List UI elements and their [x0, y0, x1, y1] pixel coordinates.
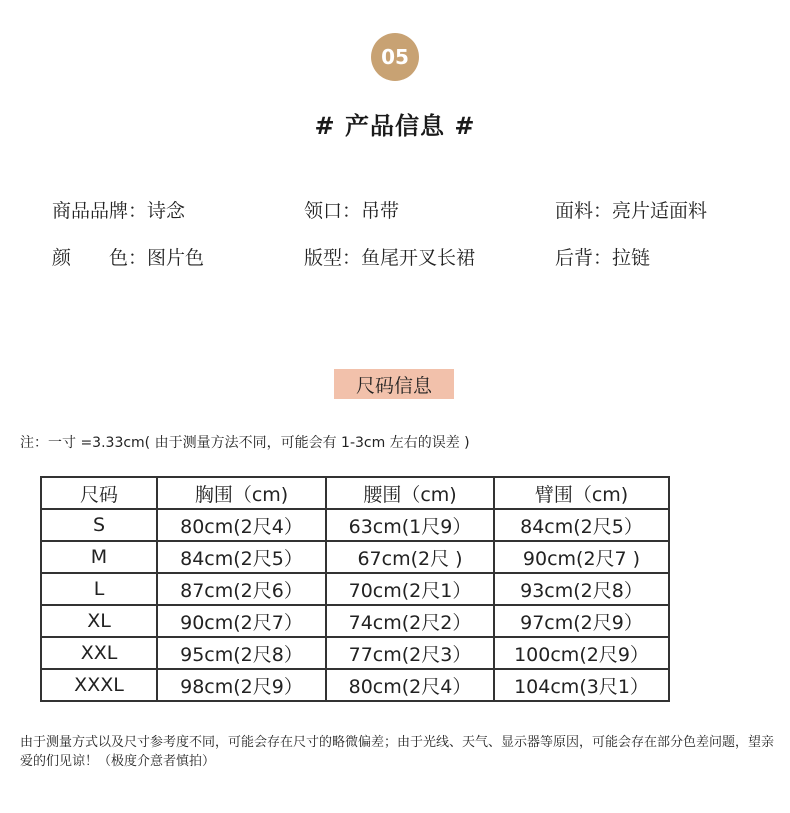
table-row [41, 573, 669, 605]
section-number-badge: 05 [371, 33, 419, 81]
header-bust: 胸围（cm) [157, 477, 326, 509]
cell-arm: 84cm(2尺5） [494, 509, 669, 541]
section-title: # 产品信息 # [314, 112, 476, 140]
table-row [41, 541, 669, 573]
cell-bust: 84cm(2尺5） [157, 541, 326, 573]
product-info-grid [52, 196, 772, 290]
cell-size: XXXL [41, 669, 157, 701]
measurement-note: 注：一寸 =3.33cm( 由于测量方法不同，可能会有 1-3cm 左右的误差 ) [20, 435, 470, 451]
cell-size: M [41, 541, 157, 573]
info-back: 后背：拉链 [555, 247, 651, 269]
table-row [41, 669, 669, 701]
size-info-title: 尺码信息 [334, 369, 454, 399]
cell-arm: 90cm(2尺7 ) [494, 541, 669, 573]
header-waist: 腰围（cm) [326, 477, 494, 509]
header-arm: 臂围（cm) [494, 477, 669, 509]
info-color: 颜 色：图片色 [52, 247, 205, 269]
cell-size: XL [41, 605, 157, 637]
cell-bust: 98cm(2尺9） [157, 669, 326, 701]
cell-arm: 93cm(2尺8） [494, 573, 669, 605]
info-fabric: 面料：亮片适面料 [555, 200, 708, 222]
cell-bust: 90cm(2尺7） [157, 605, 326, 637]
cell-bust: 87cm(2尺6） [157, 573, 326, 605]
size-table [40, 476, 670, 702]
info-style: 版型：鱼尾开叉长裙 [304, 247, 476, 269]
cell-waist: 67cm(2尺 ) [326, 541, 494, 573]
cell-waist: 80cm(2尺4） [326, 669, 494, 701]
cell-waist: 77cm(2尺3） [326, 637, 494, 669]
cell-arm: 104cm(3尺1） [494, 669, 669, 701]
table-row [41, 637, 669, 669]
header-size: 尺码 [41, 477, 157, 509]
table-row [41, 509, 669, 541]
table-header-row [41, 477, 669, 509]
cell-arm: 100cm(2尺9） [494, 637, 669, 669]
info-neckline: 领口：吊带 [304, 200, 400, 222]
cell-bust: 95cm(2尺8） [157, 637, 326, 669]
product-info-row [52, 243, 772, 290]
cell-size: S [41, 509, 157, 541]
product-info-row [52, 196, 772, 243]
cell-size: XXL [41, 637, 157, 669]
cell-size: L [41, 573, 157, 605]
disclaimer-note: 由于测量方式以及尺寸参考度不同，可能会存在尺寸的略微偏差；由于光线、天气、显示器等原因，可能会存在部分色差问题，望亲爱的们见谅！（极度介意者慎拍） [20, 735, 775, 769]
info-brand: 商品品牌：诗念 [52, 200, 186, 222]
cell-arm: 97cm(2尺9） [494, 605, 669, 637]
table-row [41, 605, 669, 637]
cell-waist: 74cm(2尺2） [326, 605, 494, 637]
cell-waist: 70cm(2尺1） [326, 573, 494, 605]
cell-waist: 63cm(1尺9） [326, 509, 494, 541]
cell-bust: 80cm(2尺4） [157, 509, 326, 541]
